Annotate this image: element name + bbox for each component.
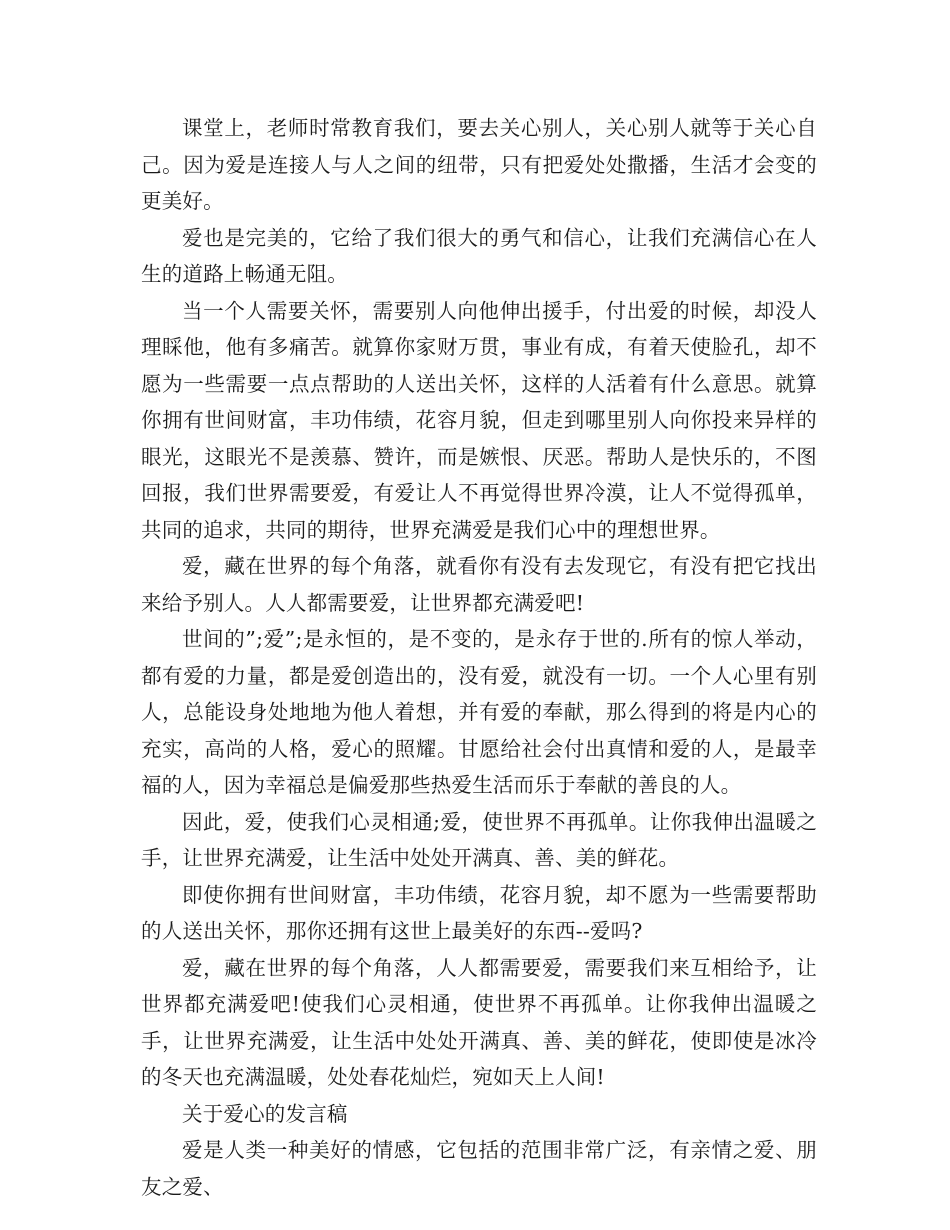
paragraph: 爱，藏在世界的每个角落，就看你有没有去发现它，有没有把它找出来给予别人。人人都需要爱，让世界都充满爱吧! (141, 554, 817, 615)
paragraph: 课堂上，老师时常教育我们，要去关心别人，关心别人就等于关心自己。因为爱是连接人与人之间的纽带，只有把爱处处撒播，生活才会变的更美好。 (141, 116, 817, 213)
paragraph: 即使你拥有世间财富，丰功伟绩，花容月貌，却不愿为一些需要帮助的人送出关怀，那你还拥有这世上最美好的东西--爱吗? (141, 882, 817, 943)
paragraph: 世间的”;爱”;是永恒的，是不变的，是永存于世的.所有的惊人举动，都有爱的力量，都是爱创造出的，没有爱，就没有一切。一个人心里有别人，总能设身处地地为他人着想，并有爱的奉献，那么得到的将是内心的充实，高尚的人格，爱心的照耀。甘愿给社会付出真情和爱的人，是最幸福的人，因为幸福总是偏爱那些热爱生活而乐于奉献的善良的人。 (141, 627, 817, 797)
paragraph: 爱，藏在世界的每个角落，人人都需要爱，需要我们来互相给予，让世界都充满爱吧!使我们心灵相通，使世界不再孤单。让你我伸出温暖之手，让世界充满爱，让生活中处处开满真、善、美的鲜花，使即使是冰冷的冬天也充满温暖，处处春花灿烂，宛如天上人间! (141, 955, 817, 1089)
paragraph: 爱也是完美的，它给了我们很大的勇气和信心，让我们充满信心在人生的道路上畅通无阻。 (141, 225, 817, 286)
paragraph: 爱是人类一种美好的情感，它包括的范围非常广泛，有亲情之爱、朋友之爱、 (141, 1138, 817, 1199)
section-heading: 关于爱心的发言稿 (182, 1101, 348, 1126)
paragraph: 因此，爱，使我们心灵相通;爱，使世界不再孤单。让你我伸出温暖之手，让世界充满爱，让生活中处处开满真、善、美的鲜花。 (141, 809, 817, 870)
paragraph: 当一个人需要关怀，需要别人向他伸出援手，付出爱的时候，却没人理睬他，他有多痛苦。就算你家财万贯，事业有成，有着天使脸孔，却不愿为一些需要一点点帮助的人送出关怀，这样的人活着有什么意思。就算你拥有世间财富，丰功伟绩，花容月貌，但走到哪里别人向你投来异样的眼光，这眼光不是羡慕、赞许，而是嫉恨、厌恶。帮助人是快乐的，不图回报，我们世界需要爱，有爱让人不再觉得世界冷漠，让人不觉得孤单，共同的追求，共同的期待，世界充满爱是我们心中的理想世界。 (141, 298, 817, 542)
document-body (141, 110, 817, 1205)
